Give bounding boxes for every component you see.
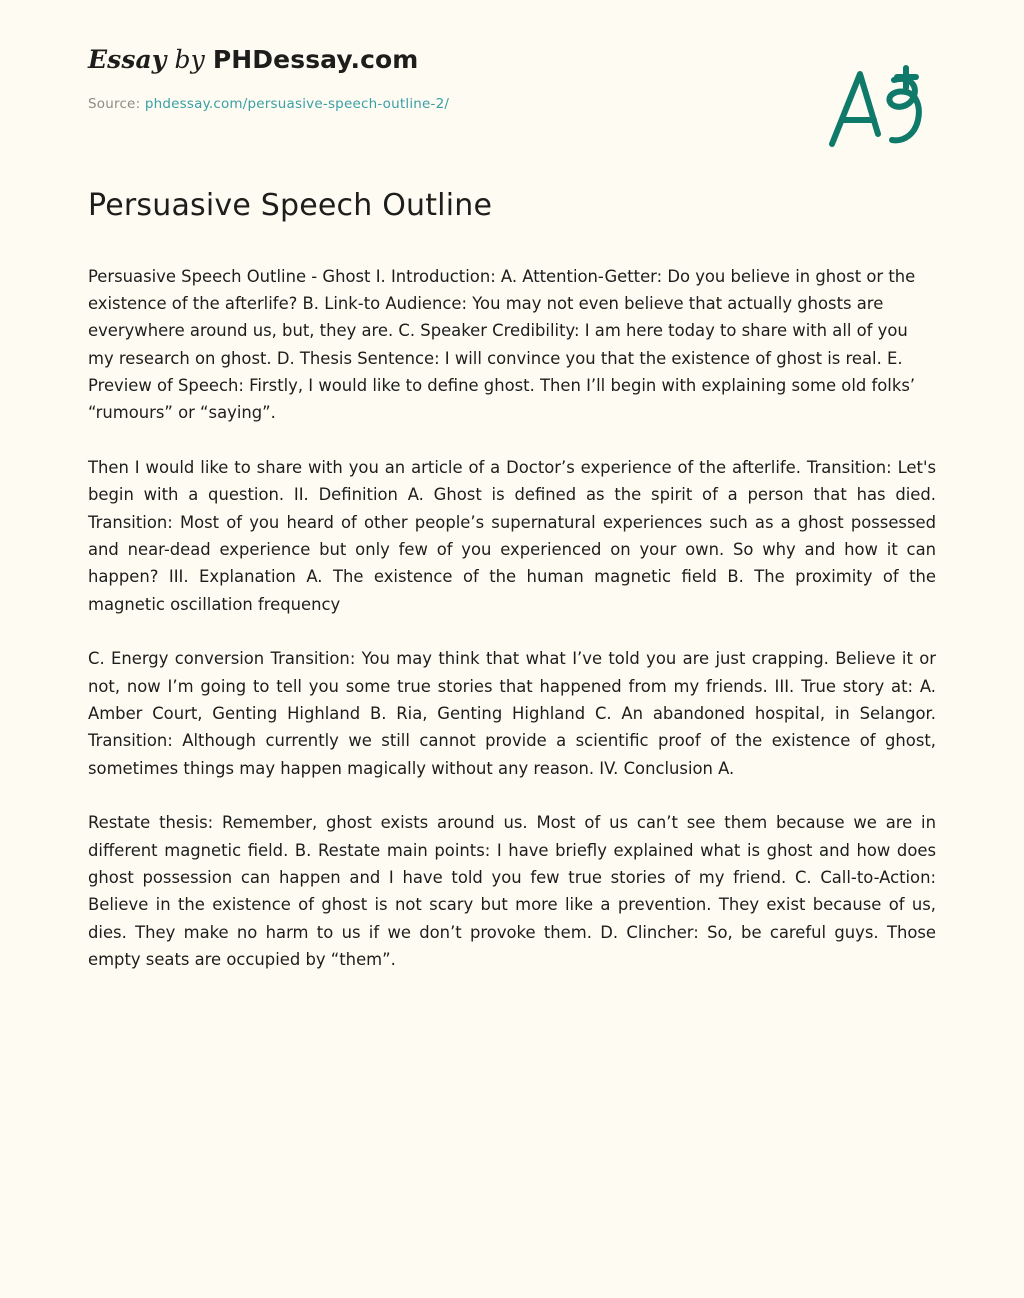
site-branding <box>88 0 936 74</box>
source-line <box>88 96 936 112</box>
brand-word-essay: Essay <box>88 45 167 74</box>
paragraph-2: Then I would like to share with you an article of a Doctor’s experience of the afterlife. Transition: Let's begin with a question. II. Definition A. Ghost is defined as the spirit of a person that has died. Transition: Most of you heard of other people’s supernatural experiences such as a ghost possessed and near-dead experience but only few of you experienced on your own. So why and how it can happen? III. Explanation A. The existence of the human magnetic field B. The proximity of the magnetic oscillation frequency <box>88 457 936 614</box>
phdessay-logo <box>822 62 932 154</box>
paragraph-4: Restate thesis: Remember, ghost exists around us. Most of us can’t see them because we are in different magnetic field. B. Restate main points: I have briefly explained what is ghost and how does ghost possession can happen and I have told you few true stories of my friend. C. Call-to-Action: Believe in the existence of ghost is not scary but more like a prevention. They exist because of us, dies. They make no harm to us if we don’t provoke them. D. Clincher: So, be careful guys. Those empty seats are occupied by “them”. <box>88 813 936 970</box>
source-label: Source: <box>88 95 141 112</box>
brand-word-site: PHDessay.com <box>212 45 419 74</box>
brand-word-by: by <box>174 45 205 74</box>
brand-title <box>88 46 936 74</box>
essay-body <box>88 223 936 974</box>
source-url-link[interactable]: phdessay.com/persuasive-speech-outline-2/ <box>144 95 450 112</box>
paragraph-1: Persuasive Speech Outline - Ghost I. Introduction: A. Attention-Getter: Do you believe in ghost or the existence of the afterlife? B. Link-to Audience: You may not even believe that actually ghosts are everywhere around us, but, they are. C. Speaker Credibility: I am here today to share with all of you my research on ghost. D. Thesis Sentence: I will convince you that the existence of ghost is real. E. Preview of Speech: Firstly, I would like to define ghost. Then I’ll begin with explaining some old folks’ “rumours” or “saying”. <box>88 266 916 423</box>
page-title: Persuasive Speech Outline <box>88 187 493 223</box>
paragraph-3: C. Energy conversion Transition: You may think that what I’ve told you are just crapping. Believe it or not, now I’m going to tell you some true stories that happened from my friends. III. True story at: A. Amber Court, Genting Highland B. Ria, Genting Highland C. An abandoned hospital, in Selangor. Transition: Although currently we still cannot provide a scientific proof of the existence of ghost, sometimes things may happen magically without any reason. IV. Conclusion A. <box>88 649 936 778</box>
